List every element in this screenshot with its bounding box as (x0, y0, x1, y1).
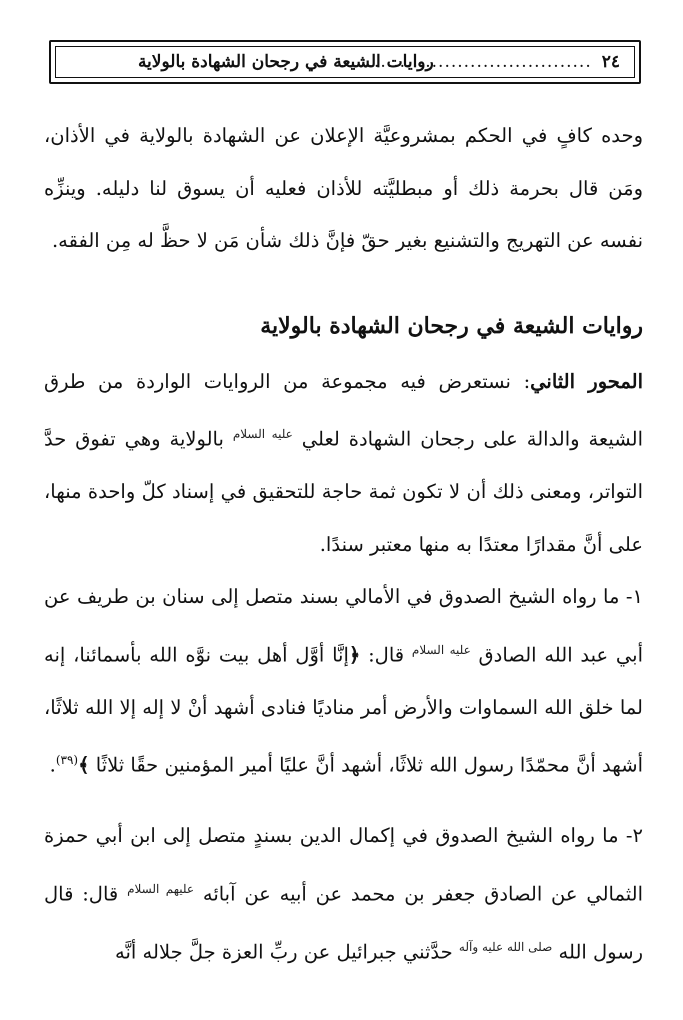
narration-1-end: . (49, 753, 56, 777)
intro-paragraph: وحده كافٍ في الحكم بمشروعيَّة الإعلان عن الشهادة بالولاية في الأذان، ومَن قال بحرمة ذلك أو مبطليَّته للأذان فعليه أن يسوق لنا دليله. وينزِّه نفسه عن التهريج والتشنيع بغير حقّ فإنَّ ذلك شأن مَن لا حظَّ له مِن الفقه. (44, 124, 643, 252)
axis-text-2: بالولاية وهي تفوق حدَّ التواتر، ومعنى ذلك أن لا تكون ثمة حاجة للتحقيق في إسناد كلّ واحدة منها، على أنَّ مقدارًا معتدًا به منها معتبر سندًا. (44, 427, 643, 556)
honorific-glyph: عليهم السلام (127, 881, 195, 896)
running-header (55, 46, 635, 78)
section-title: روايات الشيعة في رجحان الشهادة بالولاية (260, 312, 643, 339)
footnote-ref: (٣٩) (55, 753, 79, 767)
narration-1-quote: إنَّا أوَّل أهل بيت نوَّه الله بأسمائنا، إنه لما خلق الله السماوات والأرض أمر مناديًا فنادى أشهد أنْ لا إله إلا الله ثلاثًا، أشهد أنَّ محمّدًا رسول الله ثلاثًا، أشهد أنَّ عليًا أمير المؤمنين حقًا ثلاثًا (44, 643, 643, 777)
page-number: ٢٤ (601, 52, 620, 72)
quote-open: ﴿ (348, 643, 361, 666)
narration-2-number: ٢- (618, 824, 643, 847)
narration-2 (44, 810, 643, 979)
narration-1-said: قال: (368, 643, 405, 666)
axis-paragraph (44, 356, 643, 572)
page-body (44, 110, 643, 979)
running-header-frame (49, 40, 641, 84)
narration-1 (44, 571, 643, 792)
leader-dots: .................................. (374, 52, 592, 72)
honorific-glyph: صلى الله عليه وآله (458, 939, 553, 954)
narration-2-mid: قال: قال رسول الله (44, 882, 643, 963)
paragraph-gap (44, 792, 643, 810)
honorific-glyph: عليه السلام (232, 427, 293, 441)
honorific-glyph: عليه السلام (411, 642, 471, 657)
running-title: روايات الشيعة في رجحان الشهادة بالولاية (137, 52, 434, 72)
narration-1-number: ١- (619, 585, 643, 608)
narration-1-text: ما رواه الشيخ الصدوق في الأمالي بسند متصل إلى سنان بن طريف عن أبي عبد الله الصادق (44, 585, 644, 666)
axis-lead: المحور الثاني (530, 369, 643, 393)
narration-2-end: حدَّثني جبرائيل عن ربِّ العزة جلَّ جلاله أنَّه (115, 940, 453, 963)
narration-2-text: ما رواه الشيخ الصدوق في إكمال الدين بسندٍ متصل إلى ابن أبي حمزة الثمالي عن الصادق جعفر بن محمد عن أبيه عن آبائه (44, 824, 643, 905)
quote-close: ﴾ (78, 753, 90, 777)
axis-text-1: : نستعرض فيه مجموعة من الروايات الواردة من طرق الشيعة والدالة على رجحان الشهادة لعلي (44, 369, 643, 451)
